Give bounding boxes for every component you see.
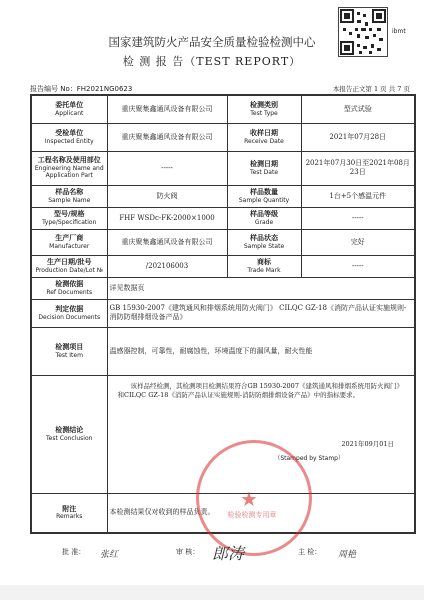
report-number: 报告编号 No：FH2021NG0623 <box>30 85 133 93</box>
page-info: 本报告正文第 1 页 共 7 页 <box>332 85 410 93</box>
conclusion-text: 该样品经检测，其检测项目检测结果符合GB 15930-2007《建筑通风和排烟系统用防火阀门》和CILQC GZ-18《消防产品认证实施规则-消防防烟排烟设备产品》中的指标要求。 <box>117 381 403 400</box>
table-row <box>31 299 415 327</box>
review-signature: 郎涛 <box>212 544 245 563</box>
table-row <box>31 151 415 185</box>
table-row <box>31 95 415 123</box>
qr-label: ibmt <box>392 28 406 35</box>
conclusion-label: 检测结论 Test Conclusion <box>31 375 107 493</box>
trademark-value: ----- <box>301 255 415 277</box>
conclusion-seal-note: （Stamped by Stamp） <box>274 455 344 462</box>
center-title: 国家建筑防火产品安全质量检验检测中心 <box>108 35 316 49</box>
inspected-value: 重庆聚集鑫通风设备有限公司 <box>107 123 227 151</box>
test-date-value: 2021年07月30日至2021年08月23日 <box>301 151 415 185</box>
batch-value: /202106003 <box>107 255 227 277</box>
trademark-label: 商标 Trade Mark <box>227 255 301 277</box>
model-value: FHF WSDc-FK-2000×1000 <box>107 207 227 229</box>
applicant-value: 重庆聚集鑫通风设备有限公司 <box>107 95 227 123</box>
decision-value: GB 15930-2007《建筑通风和排烟系统用防火阀门》 CILQC GZ-18《消防产品认证实施规则-消防防烟排烟设备产品》 <box>107 299 415 327</box>
remarks-label: 附注 Remarks <box>31 493 107 533</box>
batch-label: 生产日期/批号 Production Date/Lot № <box>31 255 107 277</box>
approve-label: 批 准： <box>62 548 86 556</box>
table-row <box>31 277 415 299</box>
report-title: 检 测 报 告（TEST REPORT） <box>122 55 302 68</box>
test-date-label: 检测日期 Test Date <box>227 151 301 185</box>
sample-name-label: 样品名称 Sample Name <box>31 185 107 207</box>
applicant-label: 委托单位 Applicant <box>31 95 107 123</box>
ref-docs-value: 详见数据页 <box>107 277 415 299</box>
test-type-value: 型式试验 <box>301 95 415 123</box>
table-row <box>31 229 415 255</box>
table-row <box>31 185 415 207</box>
receive-date-label: 收样日期 Receive Date <box>227 123 301 151</box>
remarks-value: 本检测结果仅对收到的样品负责。 <box>107 493 415 533</box>
main-signature: 周艳 <box>338 550 357 560</box>
project-label: 工程名称及使用部位 Engineering Name and Application Part <box>31 151 107 185</box>
inspected-label: 受检单位 Inspected Entity <box>31 123 107 151</box>
decision-label: 判定依据 Decision Documents <box>31 299 107 327</box>
qr-code-icon <box>338 7 388 57</box>
receive-date-value: 2021年07月28日 <box>301 123 415 151</box>
table-row <box>31 327 415 375</box>
manufacturer-label: 生产厂商 Manufacturer <box>31 229 107 255</box>
test-item-value: 温感器控制，可靠性，耐腐蚀性，环境温度下的漏风量，耐火性能 <box>107 327 415 375</box>
grade-value: ----- <box>301 207 415 229</box>
model-label: 型号/规格 Type/Specification <box>31 207 107 229</box>
sample-qty-value: 1台+5个感温元件 <box>301 185 415 207</box>
ref-docs-label: 检测依据 Ref Documents <box>31 277 107 299</box>
stamp-star-icon: ★ <box>240 487 258 511</box>
test-type-label: 检测类别 Test Type <box>227 95 301 123</box>
sample-name-value: 防火阀 <box>107 185 227 207</box>
sample-state-value: 完好 <box>301 229 415 255</box>
grade-label: 样品等级 Grade <box>227 207 301 229</box>
conclusion-date: 2021年09月01日 <box>341 440 394 449</box>
table-row <box>31 123 415 151</box>
sample-qty-label: 样品数量 Sample Quantity <box>227 185 301 207</box>
main-label: 主 检： <box>298 548 322 556</box>
project-value: ----- <box>107 151 227 185</box>
manufacturer-value: 重庆聚集鑫通风设备有限公司 <box>107 229 227 255</box>
table-row <box>31 255 415 277</box>
test-item-label: 检测项目 Test Item <box>31 327 107 375</box>
review-label: 审 核： <box>176 548 200 556</box>
stamp-text: 检验检测专用章 <box>227 511 277 519</box>
table-row <box>31 207 415 229</box>
bottom-band <box>0 585 424 600</box>
sample-state-label: 样品状态 Sample State <box>227 229 301 255</box>
approve-signature: 张红 <box>100 550 119 560</box>
